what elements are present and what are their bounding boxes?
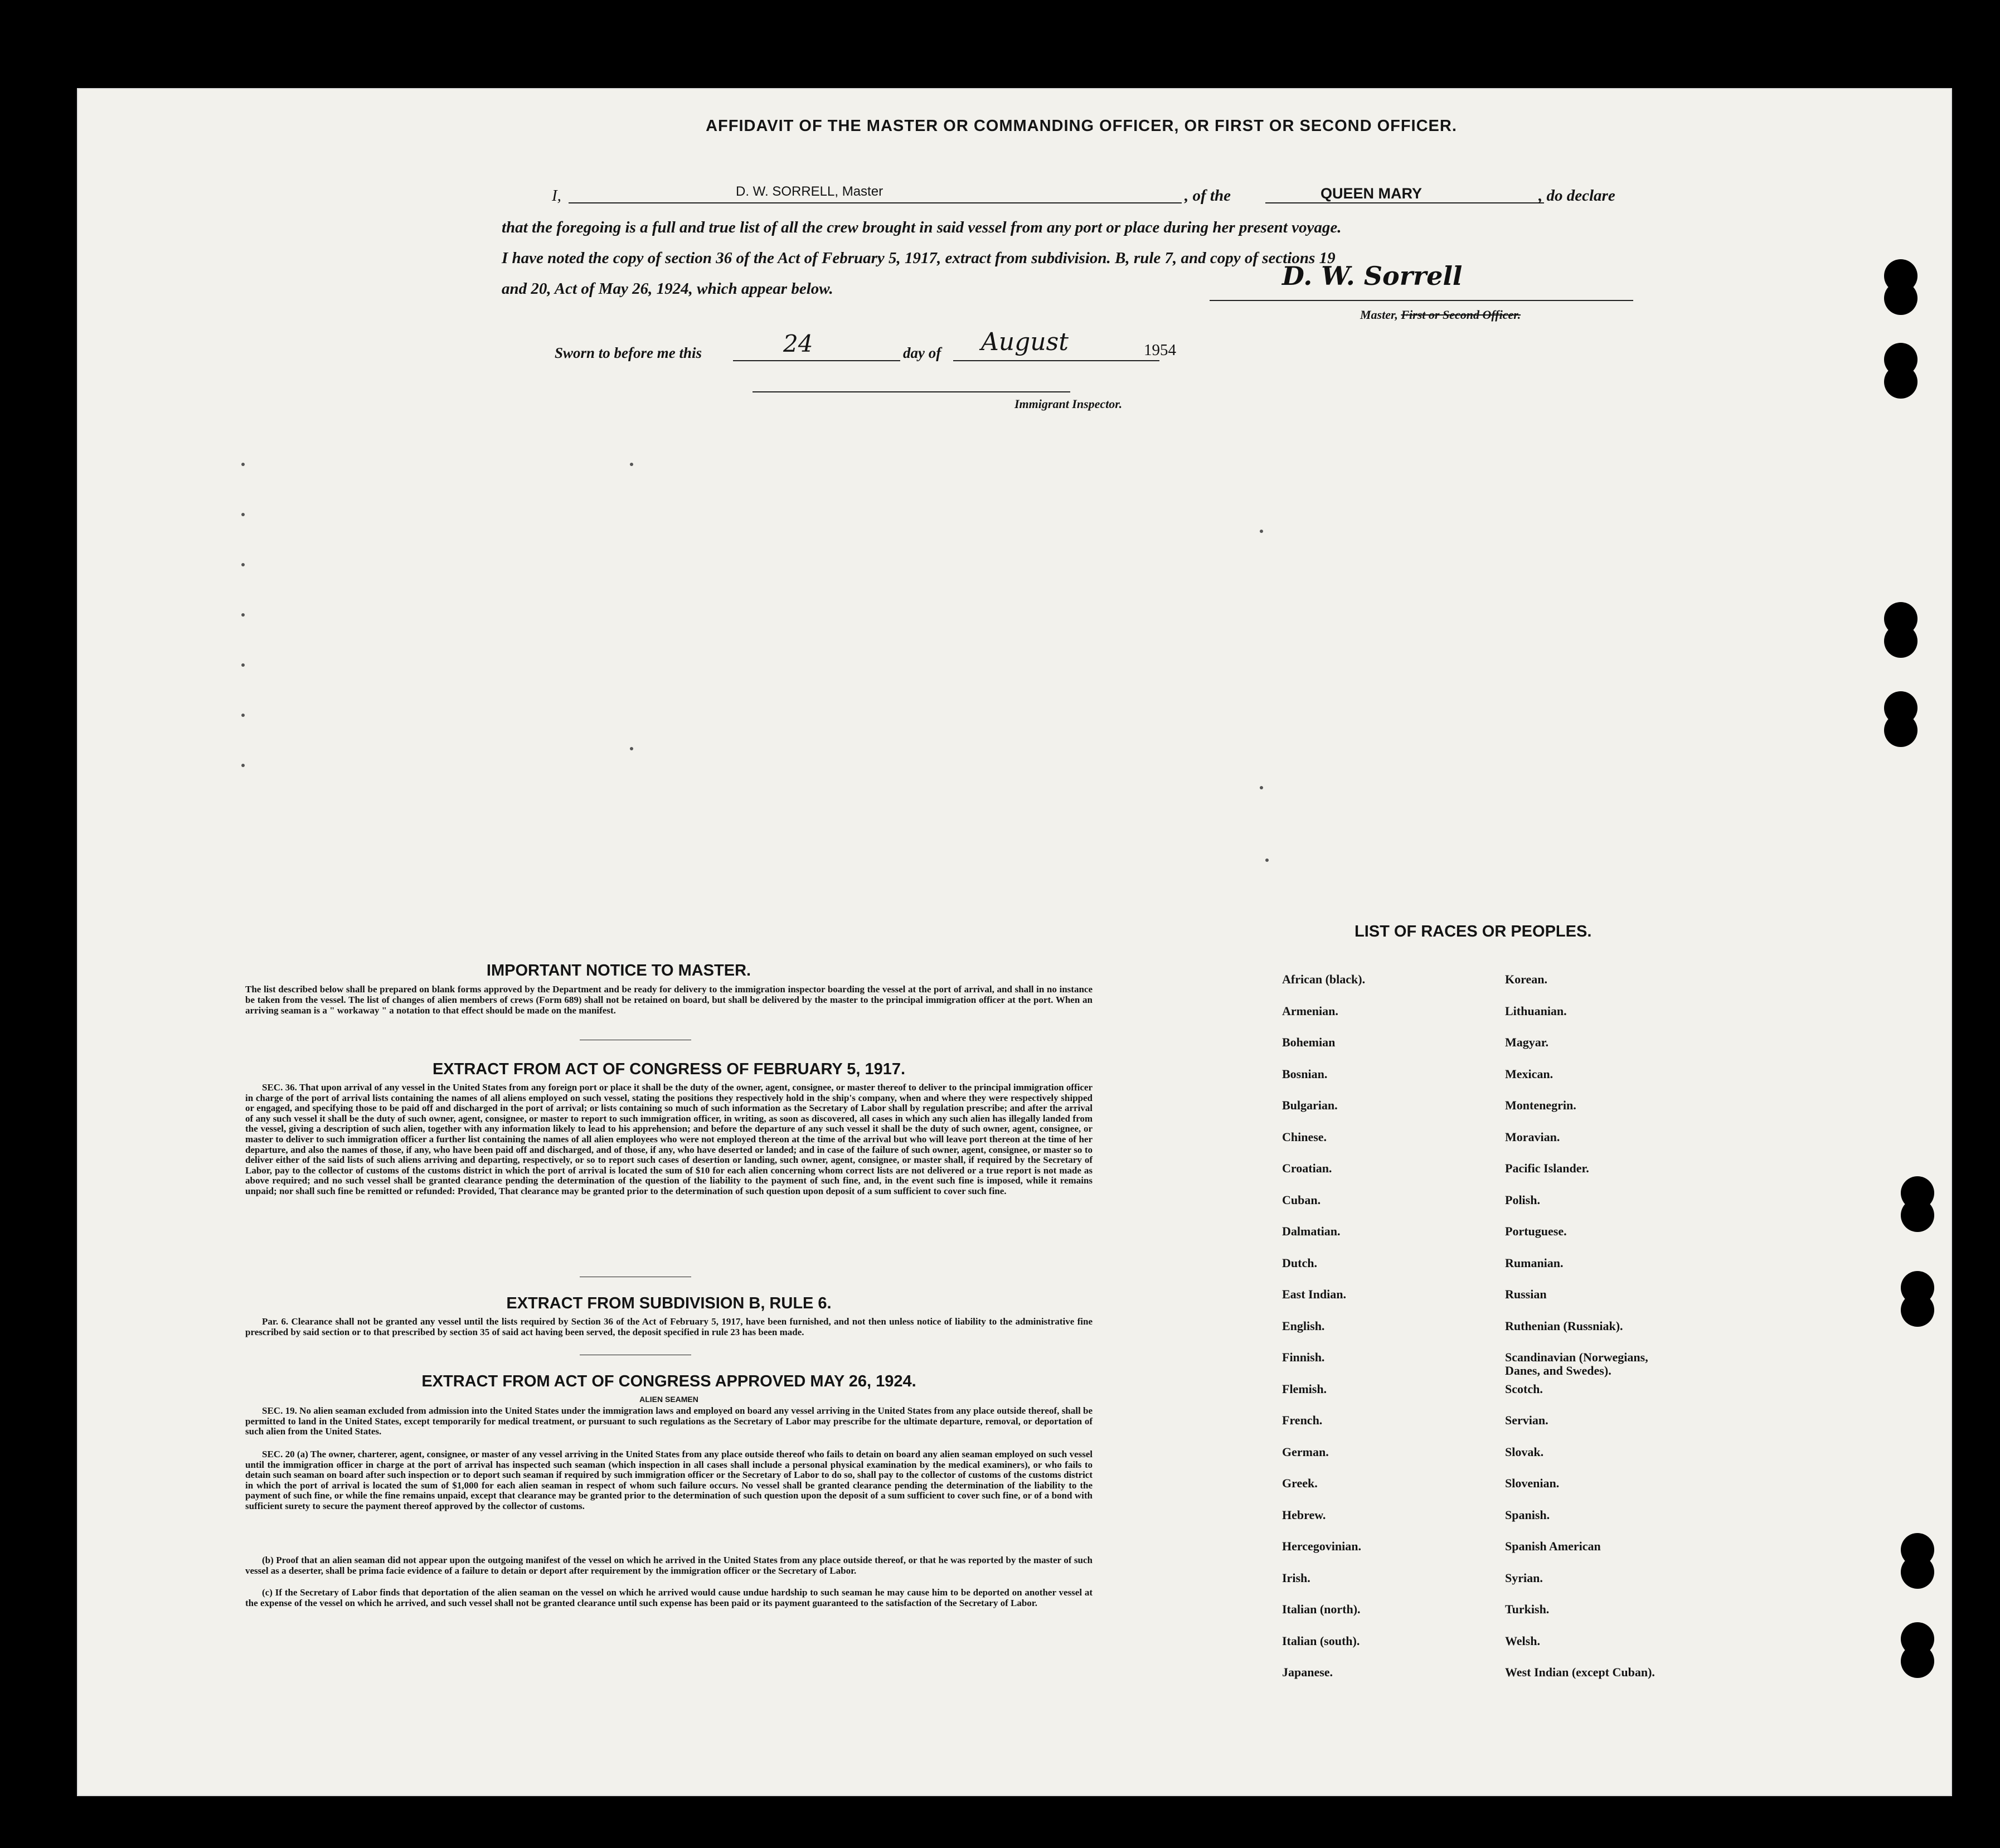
race-item: Portuguese.	[1505, 1224, 1567, 1238]
punch-hole	[1901, 1293, 1934, 1327]
sworn-month: August	[981, 328, 1069, 356]
race-item: Bosnian.	[1282, 1066, 1328, 1081]
race-item: Magyar.	[1505, 1035, 1549, 1049]
inspector-caption: Immigrant Inspector.	[1014, 397, 1123, 411]
races-column-2	[1505, 973, 1750, 1697]
punch-hole	[1884, 365, 1918, 399]
affidavit-line-2: that the foregoing is a full and true list of all the crew brought in said vessel from any port or place during her present voyage.	[502, 219, 1342, 236]
extract-1917-title: EXTRACT FROM ACT OF CONGRESS OF FEBRUARY 5, 1917.	[432, 1060, 906, 1078]
race-item: Welsh.	[1505, 1633, 1540, 1648]
affidavit-title: AFFIDAVIT OF THE MASTER OR COMMANDING OFFICER, OR FIRST OR SECOND OFFICER.	[706, 117, 1457, 135]
sworn-day-of: day of	[903, 345, 941, 361]
vessel-name: QUEEN MARY	[1320, 185, 1422, 202]
signature-caption-master: Master,	[1360, 308, 1398, 322]
race-item: Italian (north).	[1282, 1602, 1361, 1616]
race-item: Irish.	[1282, 1570, 1310, 1585]
race-item: Bulgarian.	[1282, 1098, 1338, 1112]
extract-rule6-body: Par. 6. Clearance shall not be granted any vessel until the lists required by Section 36 of the Act of February 5, 1917, have been furnished, and not then unless notice of liability to the administrative fine prescribed by said section or to that prescribed by section 35 of said act having been served, the deposit specified in rule 23 has been made.	[245, 1316, 1093, 1337]
signature-caption	[1360, 308, 1521, 322]
race-item: Polish.	[1505, 1192, 1540, 1207]
master-name: D. W. SORRELL, Master	[736, 184, 884, 199]
race-item: Slovenian.	[1505, 1476, 1560, 1490]
race-item: Flemish.	[1282, 1381, 1327, 1396]
punch-hole	[1884, 714, 1918, 747]
race-item: Lithuanian.	[1505, 1003, 1567, 1018]
extract-1924-sec19: SEC. 19. No alien seaman excluded from admission into the United States under the immigration laws and employed on board any vessel arriving in the United States from any place outside thereof, shall be permitted to land in the United States, except temporarily for medical treatment, or pursuant to such regulations as the Secretary of Labor may prescribe for the ultimate departure, removal, or deportation of such alien from the United States.	[245, 1405, 1093, 1437]
races-column-1	[1282, 973, 1483, 1697]
race-item: African (black).	[1282, 972, 1366, 986]
race-item: Spanish American	[1505, 1539, 1601, 1553]
affidavit-i-label: I,	[552, 187, 561, 205]
race-item: Chinese.	[1282, 1129, 1327, 1144]
race-item: Scotch.	[1505, 1381, 1543, 1396]
punch-hole	[1901, 1199, 1934, 1232]
affidavit-of-the: , of the	[1185, 187, 1231, 205]
race-item: Armenian.	[1282, 1003, 1338, 1018]
manifest-page	[78, 89, 1951, 1795]
race-item: Scandinavian (Norwegians, Danes, and Swedes).	[1505, 1350, 1648, 1377]
race-item: Dutch.	[1282, 1255, 1317, 1270]
sworn-label: Sworn to before me this	[555, 345, 702, 361]
race-item: West Indian (except Cuban).	[1505, 1665, 1655, 1679]
master-signature: D. W. Sorrell	[1282, 261, 1463, 291]
race-item: Mexican.	[1505, 1066, 1554, 1081]
race-item: Rumanian.	[1505, 1255, 1564, 1270]
punch-hole	[1884, 282, 1918, 315]
race-item: Finnish.	[1282, 1350, 1325, 1364]
sworn-day: 24	[783, 330, 813, 357]
affidavit-line-4: and 20, Act of May 26, 1924, which appear below.	[502, 280, 833, 298]
extract-1924-subtitle: ALIEN SEAMEN	[639, 1395, 698, 1404]
extract-1924-title: EXTRACT FROM ACT OF CONGRESS APPROVED MAY 26, 1924.	[421, 1372, 916, 1390]
extract-rule6-title: EXTRACT FROM SUBDIVISION B, RULE 6.	[506, 1294, 832, 1312]
race-item: Syrian.	[1505, 1570, 1543, 1585]
extract-1924-sec20c: (c) If the Secretary of Labor finds that deportation of the alien seaman on the vessel on which he arrived would cause undue hardship to such seaman he may cause him to be deported on another vessel at the expense of the vessel on which he arrived, and such vessel shall not be granted clearance until such expense has been paid or its payment guaranteed to the satisfaction of the Secretary of Labor.	[245, 1587, 1093, 1608]
notice-title: IMPORTANT NOTICE TO MASTER.	[486, 962, 751, 979]
punch-hole	[1901, 1645, 1934, 1678]
race-item: Hebrew.	[1282, 1507, 1326, 1522]
race-item: Moravian.	[1505, 1129, 1560, 1144]
race-item: Slovak.	[1505, 1444, 1544, 1459]
race-item: French.	[1282, 1413, 1323, 1427]
affidavit-line-3: I have noted the copy of section 36 of the Act of February 5, 1917, extract from subdivision. B, rule 7, and copy of sections 19	[502, 249, 1336, 267]
race-item: Turkish.	[1505, 1602, 1550, 1616]
race-item: Ruthenian (Russniak).	[1505, 1318, 1623, 1333]
race-item: Korean.	[1505, 972, 1547, 986]
extract-1917-body: SEC. 36. That upon arrival of any vessel in the United States from any foreign port or place it shall be the duty of the owner, agent, consignee, or master thereof to deliver to the principal immigration officer in charge of the port of arrival lists containing the names of all aliens employed on such vessel, stating the positions they respectively hold in the ship's company, when and where they were respectively shipped or engaged, and specifying those to be paid off and discharged in the port of arrival; or lists containing so much of such information as the Secretary of Labor shall by regulation prescribe; and after the arrival of any such vessel it shall be the duty of such owner, agent, consignee, or master to report to such immigration officer, in writing, as soon as discovered, all cases in which any such alien has illegally landed from the vessel, giving a description of such alien, together with any information likely to lead to his apprehension; and before the departure of any such vessel it shall be the duty of such owner, agent, consignee, or master to deliver to such immigration officer a further list containing the names of all alien employees who were not employed thereon at the time of the arrival but who will leave port thereon at the time of her departure, and also the names of those, if any, who have been paid off and discharged, and of those, if any, who have deserted or landed; and in case of the failure of such owner, agent, consignee, or master so to deliver either of the said lists of such aliens arriving and departing, respectively, or so to report such cases of desertion or landing, such owner, agent, consignee, or master shall, if required by the Secretary of Labor, pay to the collector of customs of the customs district in which the port of arrival is located the sum of $10 for each alien concerning whom correct lists are not delivered or a true report is not made as above required; and no such vessel shall be granted clearance pending the determination of the question of the liability to the payment of such fine, and, in the event such fine is imposed, while it remains unpaid; nor shall such fine be remitted or refunded: Provided, That clearance may be granted prior to the determination of such question upon deposit of a sum sufficient to cover such fine.	[245, 1082, 1093, 1196]
race-item: East Indian.	[1282, 1287, 1346, 1301]
race-item: Dalmatian.	[1282, 1224, 1341, 1238]
races-title: LIST OF RACES OR PEOPLES.	[1355, 923, 1592, 940]
affidavit-do-declare: , do declare	[1538, 187, 1615, 205]
race-item: Russian	[1505, 1287, 1547, 1301]
punch-hole	[1901, 1555, 1934, 1589]
race-item: Bohemian	[1282, 1035, 1336, 1049]
extract-1924-sec20b: (b) Proof that an alien seaman did not appear upon the outgoing manifest of the vessel on which he arrived in the United States from any place outside thereof, or that he was reported by the master of such vessel as a deserter, shall be prima facie evidence of a failure to detain or deport after requirement by the immigration officer or the Secretary of Labor.	[245, 1555, 1093, 1576]
race-item: Croatian.	[1282, 1161, 1332, 1175]
race-item: Greek.	[1282, 1476, 1318, 1490]
race-item: Japanese.	[1282, 1665, 1333, 1679]
race-item: Cuban.	[1282, 1192, 1321, 1207]
race-item: Italian (south).	[1282, 1633, 1360, 1648]
sworn-year: 1954	[1144, 341, 1176, 359]
signature-caption-struck: First or Second Officer.	[1401, 308, 1521, 322]
extract-1924-sec20a: SEC. 20 (a) The owner, charterer, agent, consignee, or master of any vessel arriving in the United States from any place outside thereof who fails to detain on board any alien seaman employed on such vessel until the immigration officer in charge at the port of arrival has inspected such seaman (which inspection in all cases shall include a personal physical examination by the medical examiners), or who fails to detain such seaman on board after such inspection or to deport such seaman if required by such immigration officer or the Secretary of Labor to do so, shall pay to the collector of customs of the customs district in which the port of arrival is located the sum of $1,000 for each alien seaman in respect of whom such failure occurs. No vessel shall be granted clearance pending the determination of the liability to the payment of such fine, or while the fine remains unpaid, except that clearance may be granted prior to the determination of such question upon the deposit of a sum sufficient to cover such fine, or of a bond with sufficient surety to secure the payment thereof approved by the collector of customs.	[245, 1449, 1093, 1511]
race-item: Hercegovinian.	[1282, 1539, 1361, 1553]
race-item: Servian.	[1505, 1413, 1548, 1427]
race-item: English.	[1282, 1318, 1325, 1333]
race-item: Montenegrin.	[1505, 1098, 1576, 1112]
race-item: Spanish.	[1505, 1507, 1550, 1522]
punch-hole	[1884, 624, 1918, 658]
race-item: Pacific Islander.	[1505, 1161, 1589, 1175]
notice-body: The list described below shall be prepared on blank forms approved by the Department and be ready for delivery to the immigration inspector boarding the vessel at the port of arrival, and shall in no instance be taken from the vessel. The list of changes of alien members of crews (Form 689) shall not be retained on board, but shall be delivered by the master to the principal immigration officer at the port. When an arriving seaman is a " workaway " a notation to that effect should be made on the manifest.	[245, 984, 1093, 1016]
race-item: German.	[1282, 1444, 1329, 1459]
